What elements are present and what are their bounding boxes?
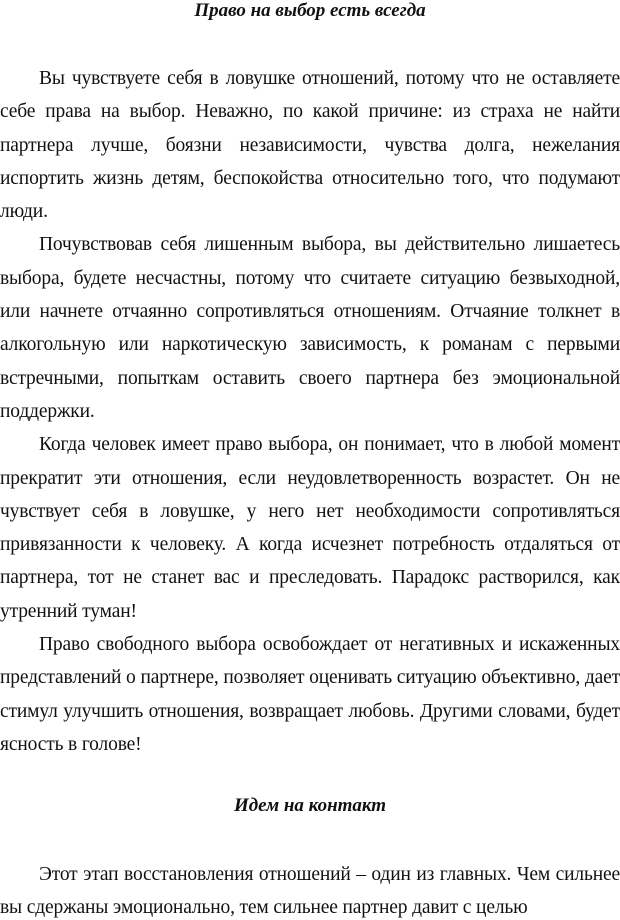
paragraph: Когда человек имеет право выбора, он понимает, что в любой момент прекратит эти отношения, если неудовлетворенность возрастет. Он не чувствует себя в ловушке, у него нет необходимости сопротивляться привязанности к человеку. А когда исчезнет потребность отдаляться от партнера, тот не станет вас и преследовать. Парадокс растворился, как утренний туман!: [0, 434, 620, 622]
section-body-make-contact: [0, 858, 620, 920]
paragraph: Почувствовав себя лишенным выбора, вы действительно лишаетесь выбора, будете несчастны, потому что считаете ситуацию безвыходной, или начнете отчаянно сопротивляться отношениям. Отчаяние толкнет в алкогольную или наркотическую зависимость, к романам с первыми встречными, попыткам оставить своего партнера без эмоциональной поддержки.: [0, 234, 620, 422]
paragraph: Право свободного выбора освобождает от негативных и искаженных представлений о партнере, позволяет оценивать ситуацию объективно, дает стимул улучшить отношения, возвращает любовь. Другими словами, будет ясность в голове!: [0, 634, 620, 755]
paragraph: Вы чувствуете себя в ловушке отношений, потому что не оставляете себе права на выбор. Неважно, по какой причине: из страха не найти партнера лучше, боязни независимости, чувства долга, нежелания испортить жизнь детям, беспокойства относительно того, что подумают люди.: [0, 68, 620, 223]
section-title-make-contact: Идем на контакт: [233, 795, 387, 816]
section-body-right-to-choose: [0, 62, 620, 761]
paragraph: Этот этап восстановления отношений – один из главных. Чем сильнее вы сдержаны эмоционально, тем сильнее партнер давит с целью: [0, 864, 620, 919]
section-title-right-to-choose: Право на выбор есть всегда: [194, 0, 426, 21]
